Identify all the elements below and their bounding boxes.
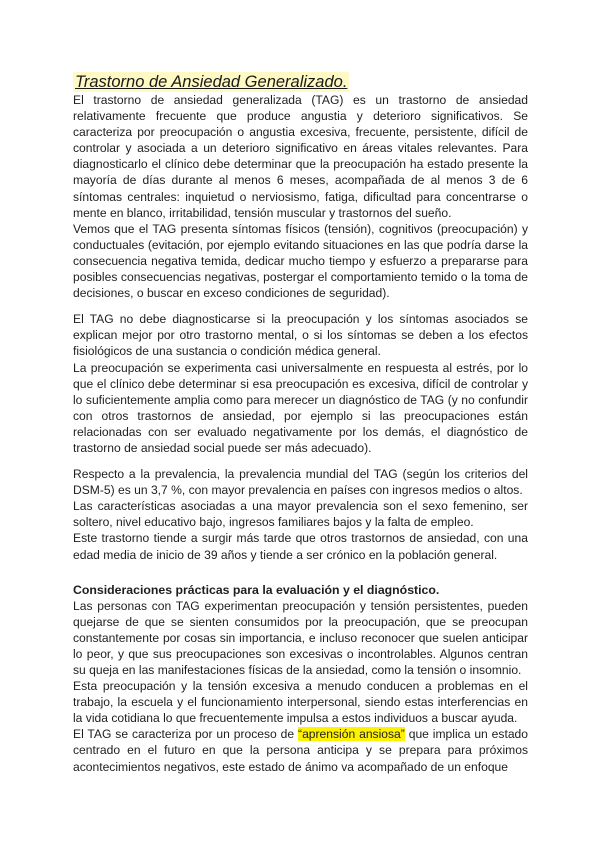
paragraph-anxious-apprehension (73, 726, 528, 774)
document-title: Trastorno de Ansiedad Generalizado. (75, 73, 348, 91)
paragraph-risk-factors: Las características asociadas a una mayor prevalencia son el sexo femenino, ser soltero, nivel educativo bajo, ingresos familiares bajos y la falta de empleo. (73, 499, 528, 530)
paragraph-definition: El trastorno de ansiedad generalizada (TAG) es un trastorno de ansiedad relativamente frecuente que produce angustia y deterioro significativos. Se caracteriza por preocupación o angustia excesiva, frecuente, persistente, difícil de controlar y asociada a un deterioro significativo en áreas vitales relevantes. Para diagnosticarlo el clínico debe determinar que la preocupación ha estado presente la mayoría de días durante al menos 6 meses, acompañada de al menos 3 de 6 síntomas centrales: inquietud o nerviosismo, fatiga, dificultad para concentrarse o mente en blanco, irritabilidad, tensión muscular y trastornos del sueño. (73, 93, 528, 220)
paragraph-symptoms: Vemos que el TAG presenta síntomas físicos (tensión), cognitivos (preocupación) y conductuales (evitación, por ejemplo evitando situaciones en las que podría darse la consecuencia negativa temida, dedicar mucho tiempo y esfuerzo a prepararse para posibles consecuencias negativas, postergar el comportamiento temido o la toma de decisiones, o buscar en exceso condiciones de seguridad). (73, 221, 528, 301)
paragraph-onset: Este trastorno tiende a surgir más tarde que otros trastornos de ansiedad, con una edad media de inicio de 39 años y tiende a ser crónico en la población general. (73, 531, 528, 562)
text-after-highlight: que implica un estado centrado en el futuro en que la persona anticipa y se prepara para próximos acontecimientos negativos, este estado de ánimo va acompañado de un enfoque (73, 727, 528, 774)
highlighted-term: “aprensión ansiosa” (298, 727, 405, 742)
paragraph-worry: La preocupación se experimenta casi universalmente en respuesta al estrés, por lo que el clínico debe determinar si esa preocupación es excesiva, difícil de controlar y lo suficientemente amplia como para merecer un diagnóstico de TAG (y no confundir con otros trastornos de ansiedad, por ejemplo si las preocupaciones están relacionadas con ser evaluado negativamente por los demás, el diagnóstico de trastorno de ansiedad social puede ser más adecuado). (73, 360, 528, 455)
paragraph-interference: Esta preocupación y la tensión excesiva a menudo conducen a problemas en el trabajo, la escuela y el funcionamiento interpersonal, siendo estas interferencias en la vida cotidiana lo que frecuentemente impulsa a estos individuos a buscar ayuda. (73, 679, 528, 726)
paragraph-prevalence: Respecto a la prevalencia, la prevalencia mundial del TAG (según los criterios del DSM-5) es un 3,7 %, con mayor prevalencia en países con ingresos medios o altos. (73, 467, 528, 498)
text-before-highlight: El TAG se caracteriza por un proceso de (73, 727, 299, 742)
paragraph-exclusion: El TAG no debe diagnosticarse si la preocupación y los síntomas asociados se explican mejor por otro trastorno mental, o si los síntomas se deben a los efectos fisiológicos de una sustancia o condición médica general. (73, 312, 528, 359)
paragraph-complaints: Las personas con TAG experimentan preocupación y tensión persistentes, pueden quejarse de que se sienten consumidos por la preocupación, que se preocupan constantemente por cosas sin importancia, e incluso reconocer que suelen anticipar lo peor, y que sus preocupaciones son excesivas o incontrolables. Algunos centran su queja en las manifestaciones físicas de la ansiedad, como la tensión o insomnio. (73, 598, 528, 677)
section-heading: Consideraciones prácticas para la evaluación y el diagnóstico. (73, 582, 440, 597)
